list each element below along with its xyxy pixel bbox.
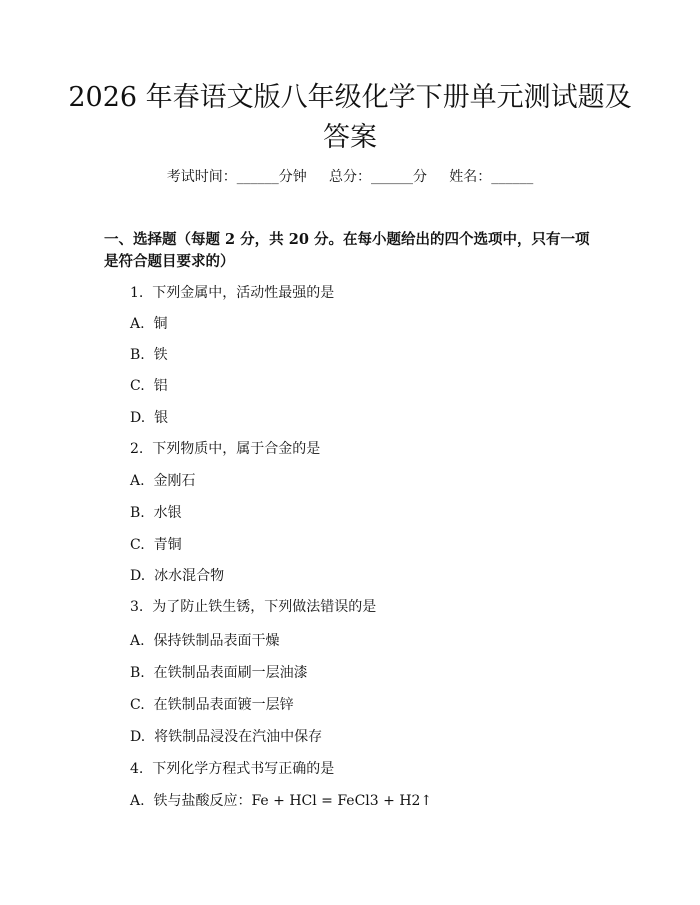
question-2-option-a: A. 金刚石 xyxy=(130,473,196,489)
exam-info-line: 考试时间：______分钟 总分：______分 姓名：______ xyxy=(166,169,534,185)
question-1-option-a: A. 铜 xyxy=(130,316,168,332)
question-3-option-b: B. 在铁制品表面刷一层油漆 xyxy=(130,665,308,681)
question-4-option-a: A. 铁与盐酸反应：Fe + HCl = FeCl3 + H2↑ xyxy=(130,793,433,809)
question-2-option-b: B. 水银 xyxy=(130,505,182,521)
question-2-option-c: C. 青铜 xyxy=(130,537,182,553)
document-title: 2026 年春语文版八年级化学下册单元测试题及答案 xyxy=(68,82,632,153)
question-4: 4. 下列化学方程式书写正确的是 xyxy=(130,761,335,777)
question-2-option-d: D. 冰水混合物 xyxy=(130,568,225,584)
question-1-option-b: B. 铁 xyxy=(130,347,168,363)
section-heading-multiple-choice: 一、选择题（每题 2 分，共 20 分。在每小题给出的四个选项中，只有一项是符合题目要求的） xyxy=(104,231,590,270)
question-3-option-a: A. 保持铁制品表面干燥 xyxy=(130,633,280,649)
question-1-option-d: D. 银 xyxy=(130,410,169,426)
question-3-option-d: D. 将铁制品浸没在汽油中保存 xyxy=(130,729,323,745)
question-1: 1. 下列金属中，活动性最强的是 xyxy=(130,285,335,301)
question-3: 3. 为了防止铁生锈，下列做法错误的是 xyxy=(130,599,377,615)
question-2: 2. 下列物质中，属于合金的是 xyxy=(130,441,321,457)
question-1-option-c: C. 铝 xyxy=(130,378,168,394)
question-3-option-c: C. 在铁制品表面镀一层锌 xyxy=(130,697,294,713)
